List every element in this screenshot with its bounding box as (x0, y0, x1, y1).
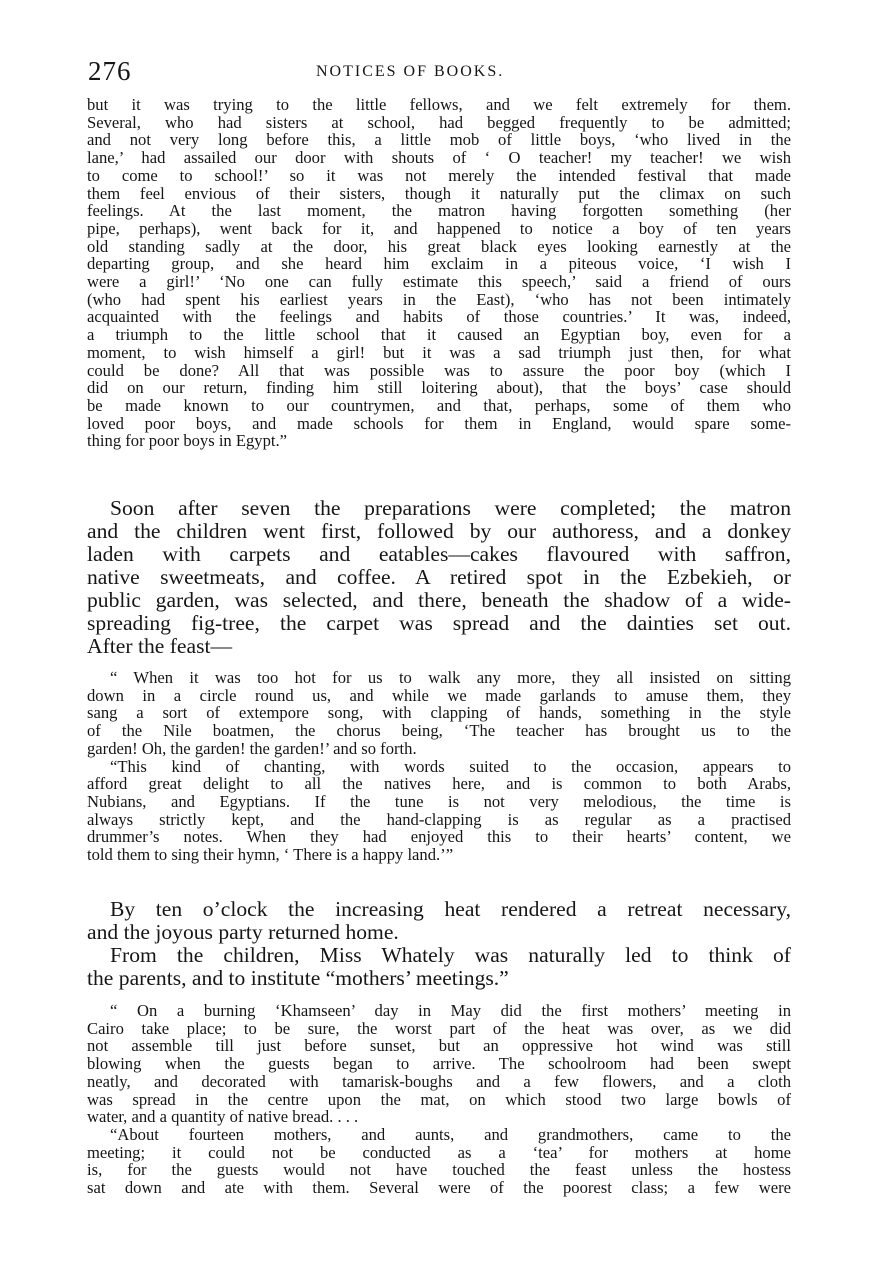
text-line: always strictly kept, and the hand-clapping is as regular as a practised (87, 809, 791, 829)
text-line: moment, to wish himself a girl! but it was a sad triumph just then, for what (87, 342, 791, 362)
quoted-passage-garden (87, 669, 791, 864)
text-line: drummer’s notes. When they had enjoyed this to their hearts’ content, we (87, 827, 791, 847)
text-line: native sweetmeats, and coffee. A retired spot in the Ezbekieh, or (87, 565, 791, 589)
text-line: laden with carpets and eatables—cakes flavoured with saffron, (87, 542, 791, 566)
text-line: and not very long before this, a little mob of little boys, ‘who lived in the (87, 130, 791, 150)
text-line: departing group, and she heard him exclaim in a piteous voice, ‘I wish I (87, 254, 791, 274)
text-line: thing for poor boys in Egypt.” (87, 431, 288, 451)
body-paragraph-feast (87, 497, 791, 658)
text-line: the parents, and to institute “mothers’ meetings.” (87, 966, 509, 990)
page-number: 276 (88, 56, 132, 86)
running-head (88, 54, 794, 88)
text-line: afford great delight to all the natives here, and is common to both Arabs, (87, 774, 791, 794)
text-line: neatly, and decorated with tamarisk-boughs and a few flowers, and a cloth (87, 1071, 791, 1091)
quoted-passage-boys (87, 96, 791, 450)
quote-paragraph (87, 758, 791, 864)
quote-paragraph (87, 1126, 791, 1197)
quote-paragraph (87, 669, 791, 758)
running-title: NOTICES OF BOOKS. (316, 63, 505, 80)
text-line: and the joyous party returned home. (87, 920, 399, 944)
text-line: “ On a burning ‘Khamseen’ day in May did the first mothers’ meeting in (110, 1001, 791, 1020)
text-line: but it was trying to the little fellows, and we felt extremely for them. (87, 95, 791, 114)
text-line: sat down and ate with them. Several were of the poorest class; a few were (87, 1178, 791, 1198)
quote-paragraph (87, 96, 791, 450)
text-line: public garden, was selected, and there, beneath the shadow of a wide- (87, 588, 791, 612)
text-line: sang a sort of extempore song, with clapping of hands, something in the style (87, 703, 791, 723)
text-line: By ten o’clock the increasing heat rendered a retreat necessary, (110, 897, 791, 921)
text-line: told them to sing their hymn, ‘ There is a happy land.’” (87, 845, 454, 865)
text-line: a triumph to the little school that it caused an Egyptian boy, even for a (87, 325, 791, 345)
text-line: meeting; it could not be conducted as a ‘tea’ for mothers at home (87, 1142, 791, 1162)
quote-paragraph (87, 1002, 791, 1126)
text-line: water, and a quantity of native bread. . . . (87, 1107, 359, 1127)
text-line: was spread in the centre upon the mat, on which stood two large bowls of (87, 1089, 791, 1109)
text-line: From the children, Miss Whately was naturally led to think of (110, 943, 791, 967)
text-line: pipe, perhaps), went back for it, and happened to notice a boy of ten years (87, 218, 791, 238)
body-paragraph (87, 898, 791, 944)
text-line: old standing sadly at the door, his great black eyes looking earnestly at the (87, 236, 791, 256)
text-line: After the feast— (87, 634, 233, 658)
text-line: loved poor boys, and made schools for them in England, would spare some- (87, 413, 791, 433)
body-paragraphs-meetings (87, 898, 791, 990)
text-line: spreading fig-tree, the carpet was spread and the dainties set out. (87, 611, 791, 635)
body-paragraph (87, 497, 791, 658)
text-line: Cairo take place; to be sure, the worst part of the heat was over, as we did (87, 1018, 791, 1038)
text-line: “This kind of chanting, with words suited to the occasion, appears to (110, 756, 791, 776)
text-line: down in a circle round us, and while we made garlands to amuse them, they (87, 685, 791, 705)
text-line: them feel envious of their sisters, though it naturally put the climax on such (87, 183, 791, 203)
text-line: and the children went first, followed by our authoress, and a donkey (87, 519, 791, 543)
text-line: not assemble till just before sunset, but an oppressive hot wind was still (87, 1036, 791, 1056)
text-line: feelings. At the last moment, the matron having forgotten something (her (87, 201, 791, 221)
text-line: of the Nile boatmen, the chorus being, ‘The teacher has brought us to the (87, 721, 791, 741)
text-line: were a girl!’ ‘No one can fully estimate this speech,’ said a friend of ours (87, 272, 791, 292)
quoted-passage-mothers-meeting (87, 1002, 791, 1197)
text-line: “ When it was too hot for us to walk any more, they all insisted on sitting (110, 668, 791, 687)
text-line: is, for the guests would not have touched the feast unless the hostess (87, 1160, 791, 1180)
text-line: did on our return, finding him still loitering about), that the boys’ case should (87, 378, 791, 398)
text-line: to come to school!’ so it was not merely the intended festival that made (87, 165, 791, 185)
text-line: be made known to our countrymen, and that, perhaps, some of them who (87, 395, 791, 415)
text-line: Soon after seven the preparations were completed; the matron (110, 496, 791, 520)
text-line: Nubians, and Egyptians. If the tune is not very melodious, the time is (87, 791, 791, 811)
body-paragraph (87, 944, 791, 990)
text-line: could be done? All that was possible was to assure the poor boy (which I (87, 360, 791, 380)
text-line: (who had spent his earliest years in the East), ‘who has not been intimately (87, 289, 791, 309)
text-line: blowing when the guests began to arrive. The schoolroom had been swept (87, 1054, 791, 1074)
text-line: acquainted with the feelings and habits of those countries.’ It was, indeed, (87, 307, 791, 327)
text-line: “About fourteen mothers, and aunts, and grandmothers, came to the (110, 1124, 791, 1144)
text-line: Several, who had sisters at school, had begged frequently to be admitted; (87, 112, 791, 132)
text-line: garden! Oh, the garden! the garden!’ and so forth. (87, 738, 417, 758)
text-line: lane,’ had assailed our door with shouts of ‘ O teacher! my teacher! we wish (87, 148, 791, 168)
